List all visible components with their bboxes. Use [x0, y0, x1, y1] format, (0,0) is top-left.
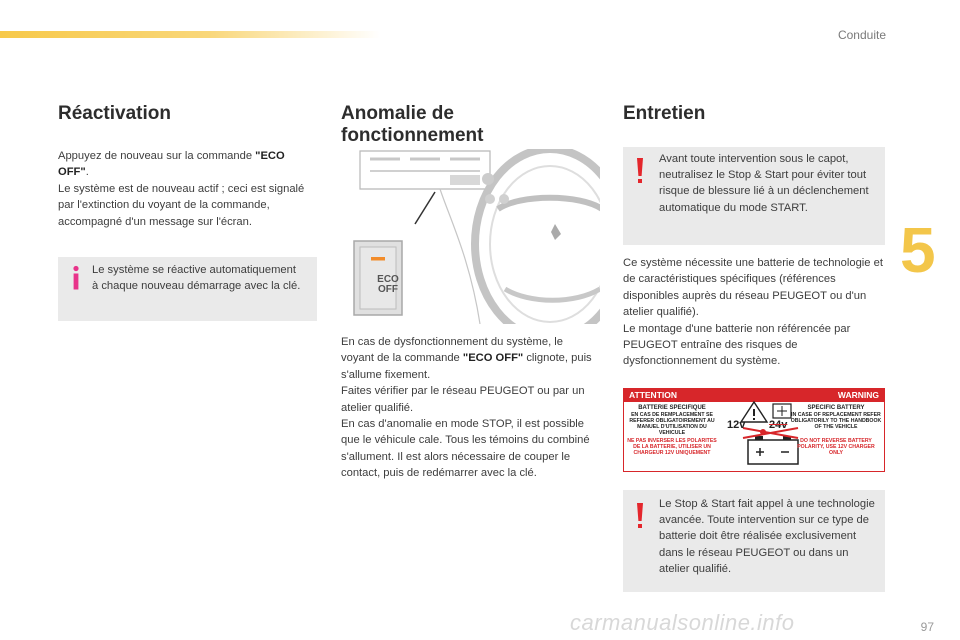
label-fr-sub: EN CAS DE REMPLACEMENT SE REFERER OBLIGATOIREMENT AU MANUEL D'UTILISATION DU VEHICULE — [629, 412, 715, 436]
watermark: carmanualsonline.info — [570, 610, 795, 635]
warning-box-2-text: Le Stop & Start fait appel à une technologie avancée. Toute intervention sur ce type de batterie doit être réalisée exclusivement dans le réseau PEUGEOT ou dans un atelier qualifié. — [659, 498, 875, 575]
exclamation-icon — [635, 157, 645, 185]
maintenance-paragraph-2: Le montage d'une batterie non référencée par PEUGEOT entraîne des risques de dysfonctionnement du système. — [623, 322, 851, 368]
battery-warning-label — [623, 388, 885, 472]
label-24v: 24v — [769, 419, 788, 431]
anomaly-paragraph-2: Faites vérifier par le réseau PEUGEOT ou par un atelier qualifié. — [341, 385, 585, 414]
maintenance-text — [623, 255, 885, 370]
reactivation-paragraph-2: Le système est de nouveau actif ; ceci est signalé par l'extinction du voyant de la commande, accompagné d'un message sur l'écran. — [58, 182, 305, 228]
chapter-number: 5 — [900, 214, 936, 286]
page-number: 97 — [920, 620, 934, 634]
label-fr-warning: NE PAS INVERSER LES POLARITES DE LA BATTERIE, UTILISER UN CHARGEUR 12V UNIQUEMENT — [627, 438, 717, 456]
reactivation-text — [58, 148, 316, 230]
anomaly-paragraph-1: En cas de dysfonctionnement du système, le voyant de la commande "ECO OFF" clignote, puis s'allume fixement. — [341, 336, 592, 381]
maintenance-title: Entretien — [623, 103, 706, 124]
label-en-sub: IN CASE OF REPLACEMENT REFER OBLIGATORILY TO THE HANDBOOK OF THE VEHICLE — [790, 412, 882, 430]
info-icon — [70, 265, 82, 291]
dashboard-illustration — [340, 149, 600, 324]
label-attention: ATTENTION — [629, 390, 678, 400]
label-fr-title: BATTERIE SPECIFIQUE — [638, 405, 706, 411]
anomaly-paragraph-3: En cas d'anomalie en mode STOP, il est possible que le véhicule cale. Tous les témoins du combiné s'allument. Il est alors nécessaire de couper le contact, puis de redémarrer avec la clé. — [341, 418, 590, 480]
info-box — [58, 257, 317, 321]
eco-off-button-label: ECO OFF — [377, 274, 399, 295]
warning-box-1-text: Avant toute intervention sous le capot, neutralisez le Stop & Start pour éviter tout risque de blessure lié à un déclenchement automatique du mode START. — [659, 153, 869, 214]
header-accent-bar — [0, 31, 380, 38]
reactivation-title: Réactivation — [58, 103, 171, 124]
warning-box-1 — [623, 147, 885, 245]
maintenance-paragraph-1: Ce système nécessite une batterie de technologie et de caractéristiques spécifiques (références disponibles auprès du réseau PEUGEOT ou d'un atelier qualifié). — [623, 257, 883, 319]
anomaly-title: Anomalie de fonctionnement — [341, 103, 484, 146]
label-warning: WARNING — [837, 390, 879, 400]
anomaly-text — [341, 334, 599, 482]
label-en-title: SPECIFIC BATTERY — [807, 405, 865, 411]
label-12v: 12v — [727, 419, 746, 431]
reactivation-paragraph-1: Appuyez de nouveau sur la commande "ECO OFF". — [58, 150, 285, 179]
exclamation-icon — [635, 502, 645, 530]
section-label: Conduite — [837, 28, 886, 42]
label-en-warning: DO NOT REVERSE BATTERY POLARITY, USE 12V CHARGER ONLY — [797, 438, 875, 456]
info-box-text: Le système se réactive automatiquement à chaque nouveau démarrage avec la clé. — [92, 264, 301, 293]
warning-box-2 — [623, 490, 885, 592]
